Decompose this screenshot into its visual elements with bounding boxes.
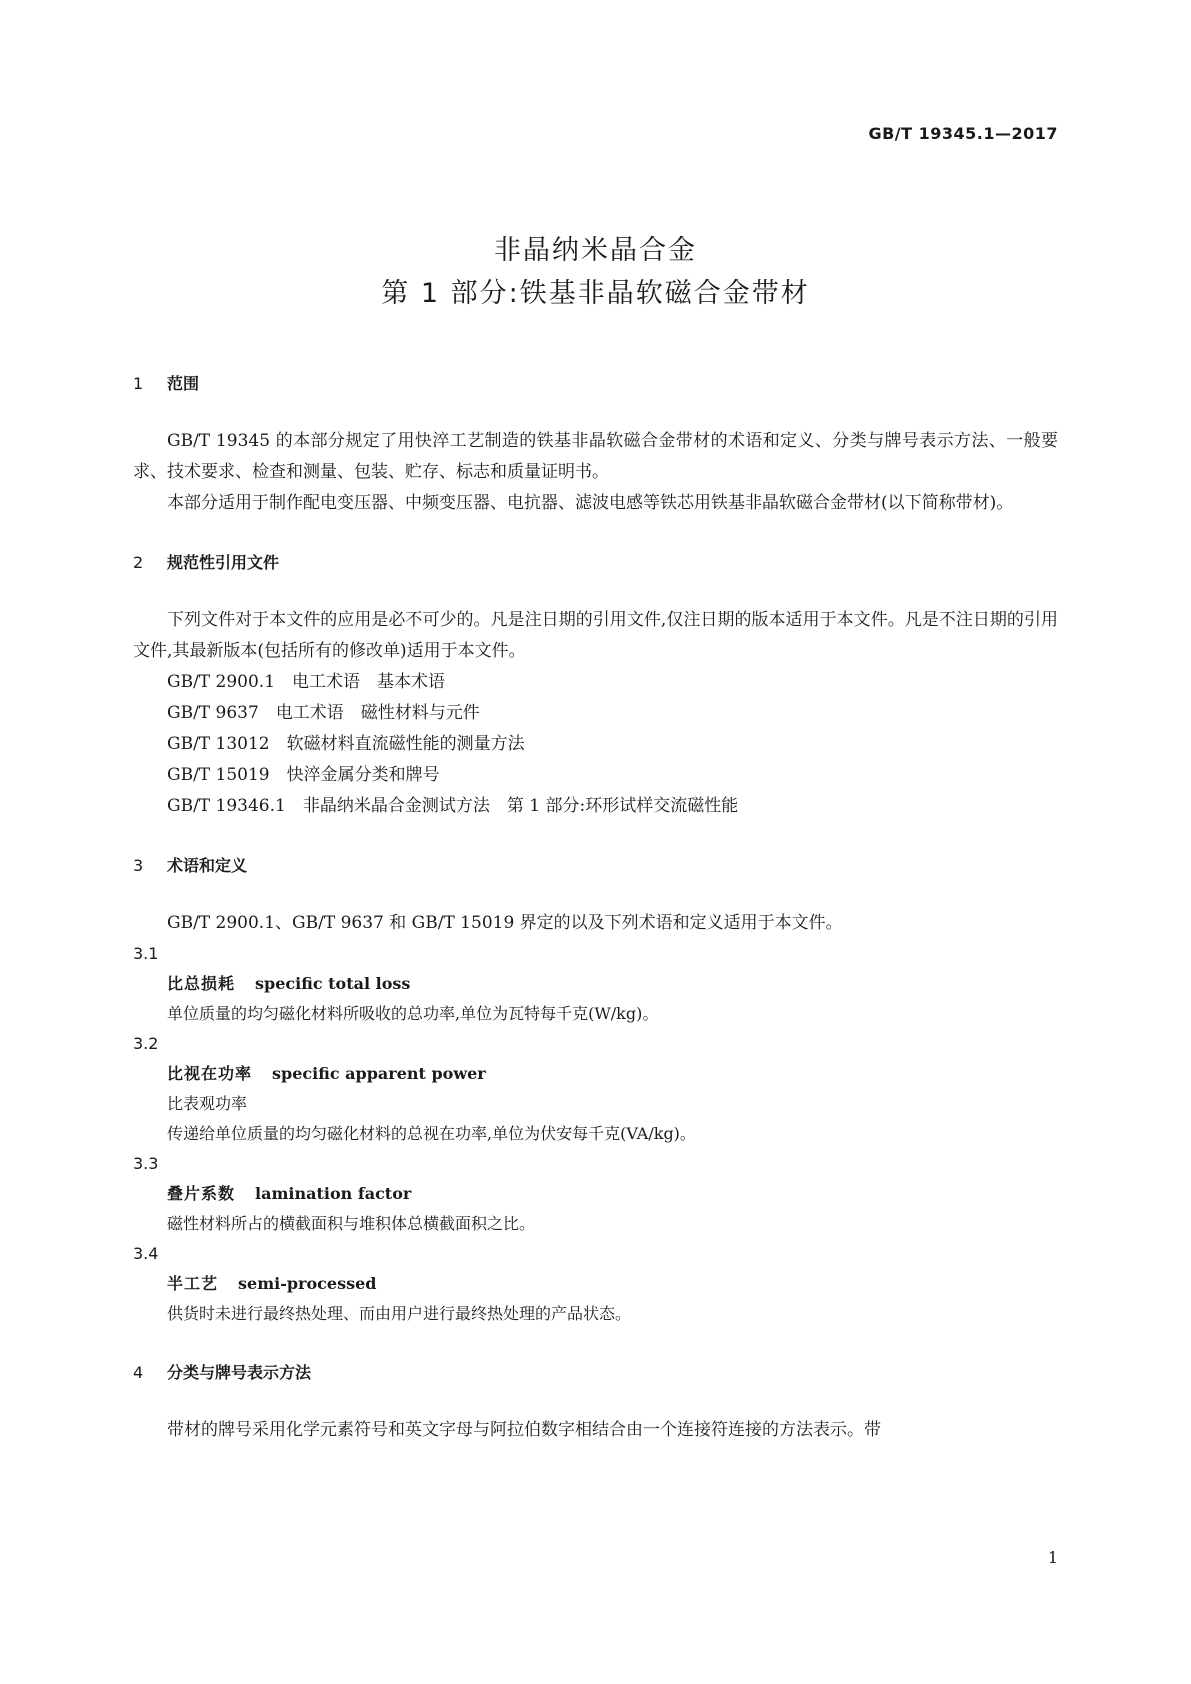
term-definition: 传递给单位质量的均匀磁化材料的总视在功率,单位为伏安每千克(VA/kg)。 [167, 1124, 696, 1143]
paragraph: 下列文件对于本文件的应用是必不可少的。凡是注日期的引用文件,仅注日期的版本适用于本文件。凡是不注日期的引用文件,其最新版本(包括所有的修改单)适用于本文件。 [133, 610, 1058, 661]
reference-code: GB/T 2900.1 [167, 672, 276, 692]
term-chinese: 比总损耗 [167, 974, 236, 993]
section-title: 范围 [167, 374, 200, 393]
term-definition: 磁性材料所占的横截面积与堆积体总横截面积之比。 [167, 1214, 536, 1233]
term-number: 3.2 [133, 1034, 159, 1053]
page-number: 1 [1047, 1548, 1058, 1567]
reference-item [133, 667, 1058, 698]
term-english: lamination factor [255, 1184, 412, 1203]
term-chinese: 叠片系数 [167, 1184, 236, 1203]
reference-title: 快淬金属分类和牌号 [286, 765, 440, 785]
reference-code: GB/T 9637 [167, 703, 259, 723]
section-heading-classification [133, 1359, 1058, 1387]
reference-code: GB/T 15019 [167, 765, 270, 785]
paragraph: GB/T 2900.1、GB/T 9637 和 GB/T 15019 界定的以及下列术语和定义适用于本文件。 [167, 913, 843, 933]
term-chinese: 半工艺 [167, 1274, 219, 1293]
term-english: specific apparent power [272, 1064, 486, 1083]
reference-title: 电工术语 磁性材料与元件 [275, 703, 480, 723]
term-chinese: 比视在功率 [167, 1064, 253, 1083]
section-number: 2 [133, 553, 144, 572]
term-number: 3.1 [133, 944, 159, 963]
term-entry [133, 969, 1058, 999]
term-english: semi-processed [238, 1274, 377, 1293]
section-title: 规范性引用文件 [167, 553, 280, 572]
term-entry [133, 1059, 1058, 1089]
paragraph: 本部分适用于制作配电变压器、中频变压器、电抗器、滤波电感等铁芯用铁基非晶软磁合金带材(以下简称带材)。 [167, 493, 1014, 513]
section-heading-terms-definitions [133, 852, 1058, 880]
term-entry [133, 1179, 1058, 1209]
reference-code: GB/T 19346.1 [167, 796, 286, 816]
term-entry [133, 1269, 1058, 1299]
paragraph: GB/T 19345 的本部分规定了用快淬工艺制造的铁基非晶软磁合金带材的术语和定义、分类与牌号表示方法、一般要求、技术要求、检查和测量、包装、贮存、标志和质量证明书。 [133, 431, 1058, 482]
section-title: 术语和定义 [167, 856, 248, 875]
reference-item [133, 729, 1058, 760]
section-heading-normative-references [133, 549, 1058, 577]
standard-code: GB/T 19345.1—2017 [868, 124, 1058, 143]
term-number: 3.3 [133, 1154, 159, 1173]
document-title-line2: 第 1 部分:铁基非晶软磁合金带材 [381, 278, 810, 309]
term-english: specific total loss [255, 974, 411, 993]
reference-item [133, 791, 1058, 822]
reference-title: 电工术语 基本术语 [292, 672, 446, 692]
reference-title: 软磁材料直流磁性能的测量方法 [286, 734, 525, 754]
reference-item [133, 698, 1058, 729]
section-number: 4 [133, 1363, 144, 1382]
term-number: 3.4 [133, 1244, 159, 1263]
reference-item [133, 760, 1058, 791]
term-synonym: 比表观功率 [167, 1094, 248, 1113]
section-heading-scope [133, 370, 1058, 398]
paragraph: 带材的牌号采用化学元素符号和英文字母与阿拉伯数字相结合由一个连接符连接的方法表示。带 [167, 1420, 881, 1440]
document-title-line1: 非晶纳米晶合金 [494, 235, 697, 266]
section-number: 3 [133, 856, 144, 875]
section-number: 1 [133, 374, 144, 393]
term-definition: 供货时未进行最终热处理、而由用户进行最终热处理的产品状态。 [167, 1304, 632, 1323]
term-definition: 单位质量的均匀磁化材料所吸收的总功率,单位为瓦特每千克(W/kg)。 [167, 1004, 659, 1023]
reference-code: GB/T 13012 [167, 734, 270, 754]
document-body [133, 370, 1058, 1446]
section-title: 分类与牌号表示方法 [167, 1363, 312, 1382]
reference-title: 非晶纳米晶合金测试方法 第 1 部分:环形试样交流磁性能 [302, 796, 739, 816]
